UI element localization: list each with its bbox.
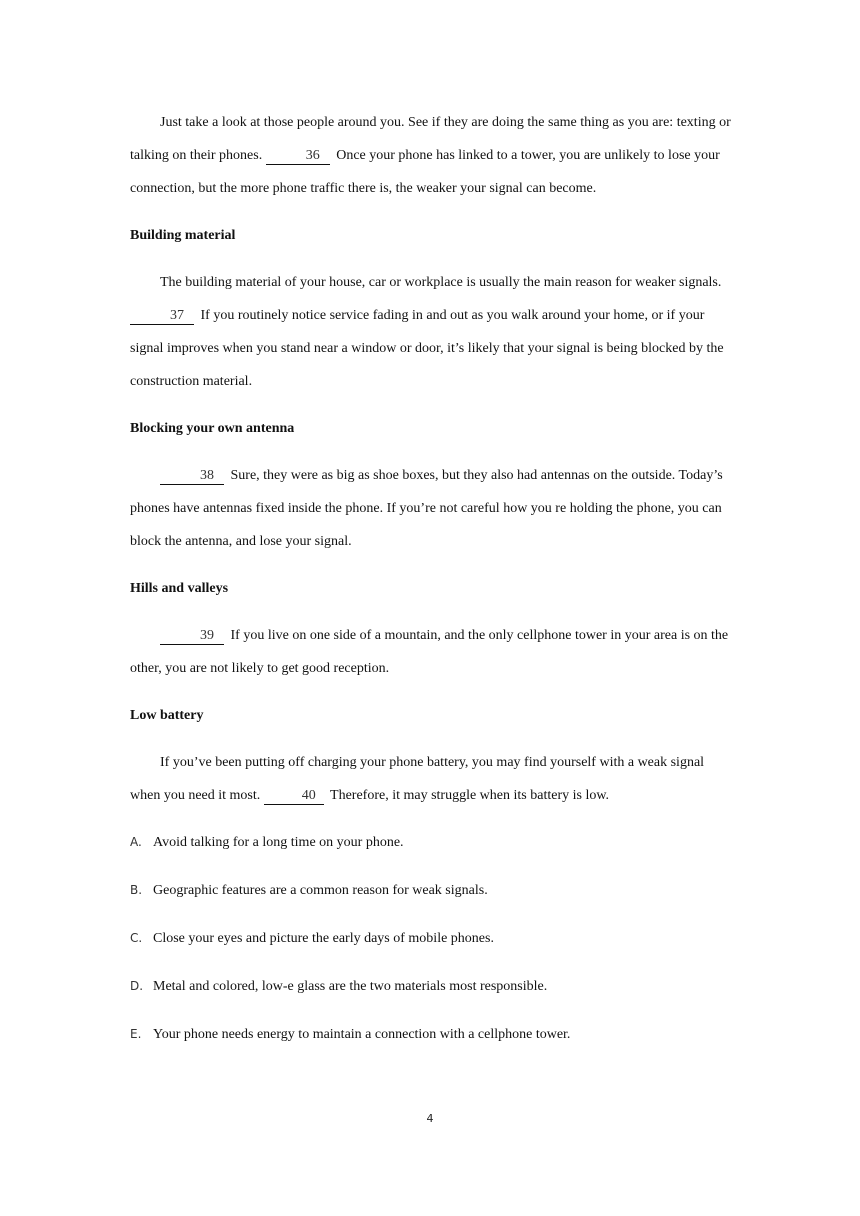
option-b (130, 874, 735, 907)
paragraph-blocking-antenna (130, 459, 735, 558)
paragraph-text: Once your phone has linked to a tower, you are unlikely to lose your connection, but the more phone traffic there is, the weaker your signal can become. (130, 148, 720, 196)
option-text: Close your eyes and picture the early days of mobile phones. (153, 931, 494, 946)
option-text: Metal and colored, low-e glass are the two materials most responsible. (153, 979, 548, 994)
paragraph-traffic (130, 106, 735, 205)
paragraph-text: If you routinely notice service fading in and out as you walk around your home, or if your signal improves when you stand near a window or door, it’s likely that your signal is being blocked by the construction material. (130, 308, 724, 389)
section-heading-hills-valleys: Hills and valleys (130, 581, 229, 596)
option-letter: C. (130, 931, 143, 945)
paragraph-text: Sure, they were as big as shoe boxes, but they also had antennas on the outside. Today’s phones have antennas fixed inside the phone. If you’re not careful how you re holding the phone, you can block the antenna, and lose your signal. (130, 468, 723, 549)
option-letter: A. (130, 835, 142, 849)
blank-38: 38 (160, 468, 224, 485)
option-d (130, 970, 735, 1003)
section-heading-low-battery: Low battery (130, 708, 204, 723)
paragraph-building-material (130, 266, 735, 398)
blank-36: 36 (266, 148, 330, 165)
answer-options (130, 826, 735, 1051)
option-text: Avoid talking for a long time on your phone. (153, 835, 404, 850)
paragraph-text: Just take a look at those people around you. See if they are doing the same thing as you are: texting or talking on their phones. (130, 115, 731, 163)
option-a (130, 826, 735, 859)
blank-40: 40 (264, 788, 324, 805)
option-e (130, 1018, 735, 1051)
paragraph-text: Therefore, it may struggle when its battery is low. (326, 788, 610, 803)
option-c (130, 922, 735, 955)
paragraph-hills-valleys (130, 619, 735, 685)
option-letter: B. (130, 883, 143, 897)
blank-37: 37 (130, 308, 194, 325)
paragraph-text: If you live on one side of a mountain, and the only cellphone tower in your area is on the other, you are not likely to get good reception. (130, 628, 729, 676)
paragraph-text: The building material of your house, car or workplace is usually the main reason for weaker signals. (160, 275, 722, 290)
blank-39: 39 (160, 628, 224, 645)
option-letter: E. (130, 1027, 142, 1041)
passage-content (130, 106, 735, 1066)
paragraph-low-battery (130, 746, 735, 812)
option-letter: D. (130, 979, 144, 993)
option-text: Your phone needs energy to maintain a connection with a cellphone tower. (153, 1027, 571, 1042)
paragraph-text: If you’ve been putting off charging your phone battery, you may find yourself with a weak signal when you need it most. (130, 755, 705, 803)
option-text: Geographic features are a common reason for weak signals. (153, 883, 488, 898)
page-number: 4 (426, 1112, 434, 1125)
section-heading-building-material: Building material (130, 228, 236, 243)
section-heading-blocking-antenna: Blocking your own antenna (130, 421, 295, 436)
